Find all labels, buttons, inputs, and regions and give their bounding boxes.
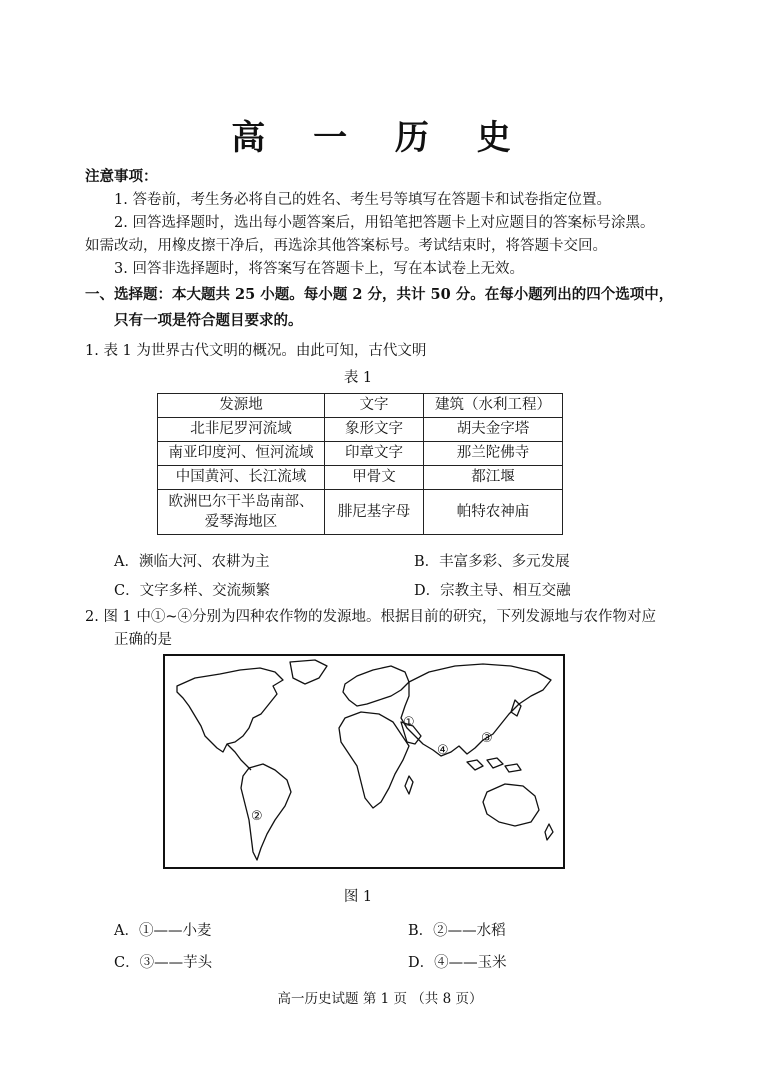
south-america-outline: [241, 764, 291, 860]
table-caption: 表 1: [343, 370, 373, 386]
table-cell: 南亚印度河、恒河流域: [158, 442, 325, 466]
q2-option-a: A．①——小麦: [114, 923, 212, 939]
notice-heading: 注意事项：: [85, 168, 158, 185]
north-america-outline: [177, 668, 283, 752]
table-cell: 象形文字: [325, 418, 424, 442]
notice-item-1: 1. 答卷前，考生务必将自己的姓名、考生号等填写在答题卡和试卷指定位置。: [114, 192, 611, 208]
table-header-cell: 发源地: [158, 394, 325, 418]
africa-outline: [339, 712, 409, 808]
figure-caption: 图 1: [343, 889, 373, 905]
section-heading: 一、选择题：本大题共 25 小题。每小题 2 分，共计 50 分。在每小题列出的四个选项中，: [85, 286, 674, 303]
table-cell: 那兰陀佛寺: [424, 442, 563, 466]
table-cell: [158, 490, 325, 535]
table-cell: 腓尼基字母: [325, 490, 424, 535]
q1-option-d: D．宗教主导、相互交融: [414, 583, 571, 599]
new-zealand-outline: [545, 824, 553, 840]
europe-outline: [343, 666, 409, 706]
central-america-outline: [227, 744, 251, 770]
q2-option-d: D．④——玉米: [408, 955, 507, 971]
table-cell: 印章文字: [325, 442, 424, 466]
civilization-table: [157, 393, 563, 535]
table-header-row: [158, 394, 563, 418]
q1-option-a: A．濒临大河、农耕为主: [114, 554, 270, 570]
map-marker-2: ②: [251, 809, 263, 824]
q2-option-c: C．③——芋头: [114, 955, 213, 971]
table-cell: 胡夫金字塔: [424, 418, 563, 442]
map-marker-3: ③: [481, 731, 493, 746]
table-header-cell: 建筑（水利工程）: [424, 394, 563, 418]
notice-item-3: 3. 回答非选择题时，将答案写在答题卡上，写在本试卷上无效。: [114, 261, 524, 277]
notice-item-2a: 2. 回答选择题时，选出每小题答案后，用铅笔把答题卡上对应题目的答案标号涂黑。: [114, 215, 655, 231]
table-row: [158, 490, 563, 535]
section-heading-cont: 只有一项是符合题目要求的。: [114, 312, 303, 329]
table-cell-line: 爱琴海地区: [204, 514, 278, 530]
se-asia-islands-outline: [467, 758, 521, 772]
table-header-cell: 文字: [325, 394, 424, 418]
map-marker-1: ①: [403, 715, 415, 730]
table-cell: 甲骨文: [325, 466, 424, 490]
table-row: [158, 442, 563, 466]
q1-option-b: B．丰富多彩、多元发展: [414, 554, 570, 570]
page-title: 高 一 历 史: [231, 118, 529, 158]
australia-outline: [483, 784, 539, 826]
table-row: [158, 466, 563, 490]
table-cell: 帕特农神庙: [424, 490, 563, 535]
map-marker-4: ④: [437, 743, 449, 758]
table-cell: 北非尼罗河流域: [158, 418, 325, 442]
greenland-outline: [290, 660, 327, 684]
madagascar-outline: [405, 776, 413, 794]
world-map-svg: [165, 656, 563, 867]
table-cell-line: 欧洲巴尔干半岛南部、: [168, 494, 314, 510]
q1-option-c: C．文字多样、交流频繁: [114, 583, 271, 599]
question-2-stem-cont: 正确的是: [114, 632, 172, 648]
table-cell: 都江堰: [424, 466, 563, 490]
question-2-stem: 2. 图 1 中①~④分别为四种农作物的发源地。根据目前的研究，下列发源地与农作物对应: [85, 609, 657, 625]
question-1-stem: 1. 表 1 为世界古代文明的概况。由此可知，古代文明: [85, 343, 427, 359]
page-footer: 高一历史试题 第 1 页 （共 8 页）: [277, 991, 483, 1007]
q2-option-b: B．②——水稻: [408, 923, 506, 939]
japan-outline: [511, 700, 521, 716]
world-map-figure: [163, 654, 565, 869]
table-cell: 中国黄河、长江流域: [158, 466, 325, 490]
asia-outline: [401, 664, 551, 756]
table-row: [158, 418, 563, 442]
notice-item-2b: 如需改动，用橡皮擦干净后，再选涂其他答案标号。考试结束时，将答题卡交回。: [85, 238, 607, 254]
